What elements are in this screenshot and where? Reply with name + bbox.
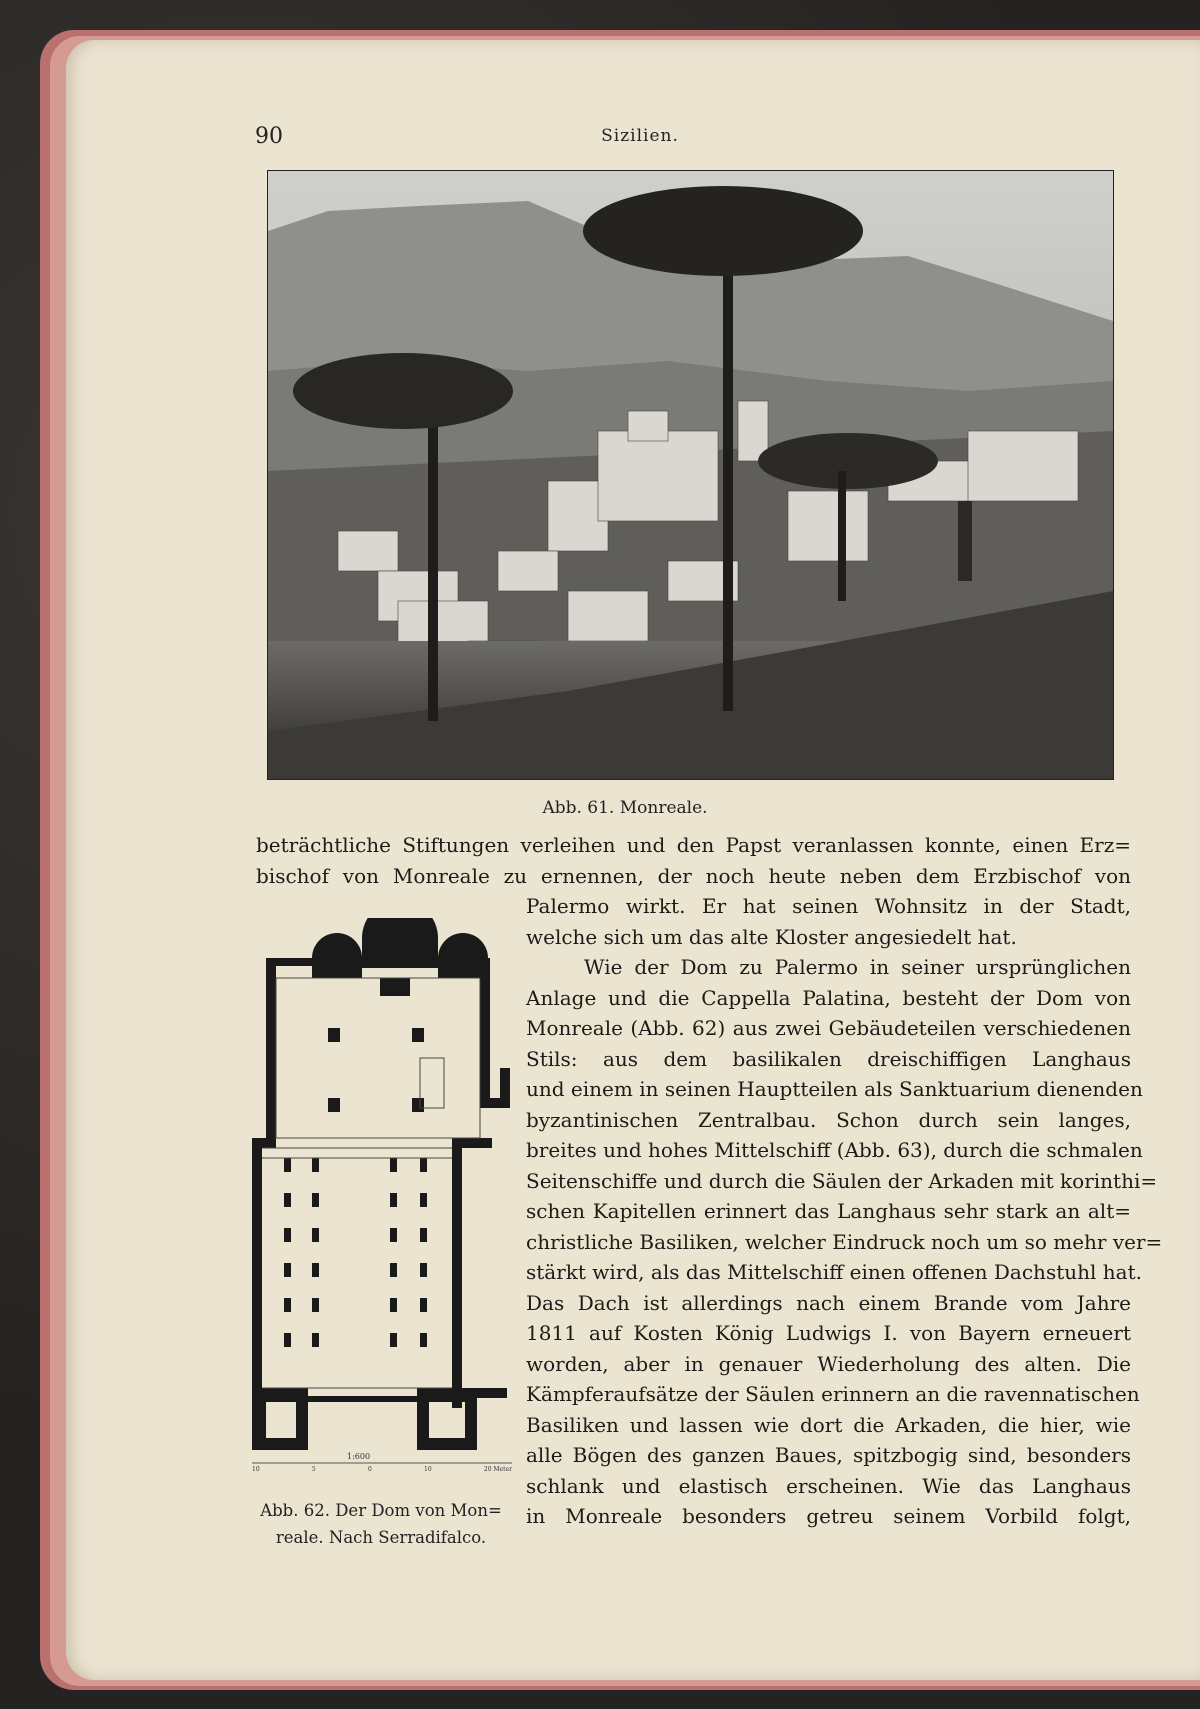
text-line: beträchtliche Stiftungen verleihen und den Papst veranlassen konnte, einen Erz= (256, 833, 1131, 857)
text-line: Anlage und die Cappella Palatina, besteht der Dom von (526, 985, 1131, 1010)
running-title: Sizilien. (601, 126, 679, 146)
text-line: und einem in seinen Hauptteilen als Sanktuarium dienenden (526, 1077, 1143, 1101)
text-line: christliche Basiliken, welcher Eindruck noch um so mehr ver= (526, 1229, 1163, 1254)
monreale-photograph (267, 170, 1114, 780)
text-line: schen Kapitellen erinnert das Langhaus sehr stark an alt= (526, 1199, 1131, 1223)
cathedral-floor-plan (252, 918, 512, 1473)
floor-plan-drawing (252, 918, 512, 1473)
text-line: Das Dach ist allerdings nach einem Brande vom Jahre (526, 1290, 1131, 1315)
text-line: 1811 auf Kosten König Ludwigs I. von Bayern erneuert (526, 1321, 1131, 1345)
plan-caption-line: Abb. 62. Der Dom von Mon= (260, 1501, 502, 1520)
scale-tick: 20 Meter (483, 1466, 512, 1473)
body-text-full-width (256, 830, 1131, 891)
text-line: Palermo wirkt. Er hat seinen Wohnsitz in der Stadt, (526, 894, 1131, 918)
text-line: Wie der Dom zu Palermo in seiner ursprünglichen (584, 955, 1131, 979)
text-line: worden, aber in genauer Wiederholung des alten. Die (526, 1351, 1131, 1376)
text-line: in Monreale besonders getreu seinem Vorbild folgt, (526, 1504, 1131, 1528)
scale-label: 1:600 (347, 1452, 371, 1461)
scale-tick: 0 (367, 1466, 372, 1473)
plan-caption (250, 1497, 512, 1551)
photo-caption: Abb. 61. Monreale. (542, 798, 708, 818)
text-line: byzantinischen Zentralbau. Schon durch sein langes, (526, 1107, 1131, 1132)
scale-tick: 10 (252, 1466, 260, 1473)
text-line: Seitenschiffe und durch die Säulen der Arkaden mit korinthi= (526, 1168, 1158, 1193)
text-line: Kämpferaufsätze der Säulen erinnern an die ravennatischen (526, 1382, 1140, 1406)
photo-illustration (268, 171, 1113, 779)
text-line: Basiliken und lassen wie dort die Arkaden, die hier, wie (526, 1412, 1131, 1437)
text-line: Stils: aus dem basilikalen dreischiffigen Langhaus (526, 1046, 1131, 1071)
scale-tick: 10 (424, 1466, 432, 1473)
plan-caption-line: reale. Nach Serradifalco. (275, 1528, 487, 1547)
text-line: bischof von Monreale zu ernennen, der noch heute neben dem Erzbischof von (256, 863, 1131, 888)
text-line: schlank und elastisch erscheinen. Wie das Langhaus (526, 1473, 1131, 1498)
text-line: welche sich um das alte Kloster angesiedelt hat. (526, 924, 1017, 949)
body-text-column (526, 891, 1163, 1532)
scale-tick: 5 (311, 1466, 316, 1473)
text-line: stärkt wird, als das Mittelschiff einen offenen Dachstuhl hat. (526, 1260, 1142, 1284)
text-line: alle Bögen des ganzen Baues, spitzbogig sind, besonders (526, 1443, 1131, 1467)
text-line: breites und hohes Mittelschiff (Abb. 63), durch die schmalen (526, 1138, 1143, 1162)
scale-ticks (252, 1466, 512, 1473)
page-number: 90 (255, 124, 283, 149)
text-line: Monreale (Abb. 62) aus zwei Gebäudeteilen verschiedenen (526, 1016, 1131, 1040)
